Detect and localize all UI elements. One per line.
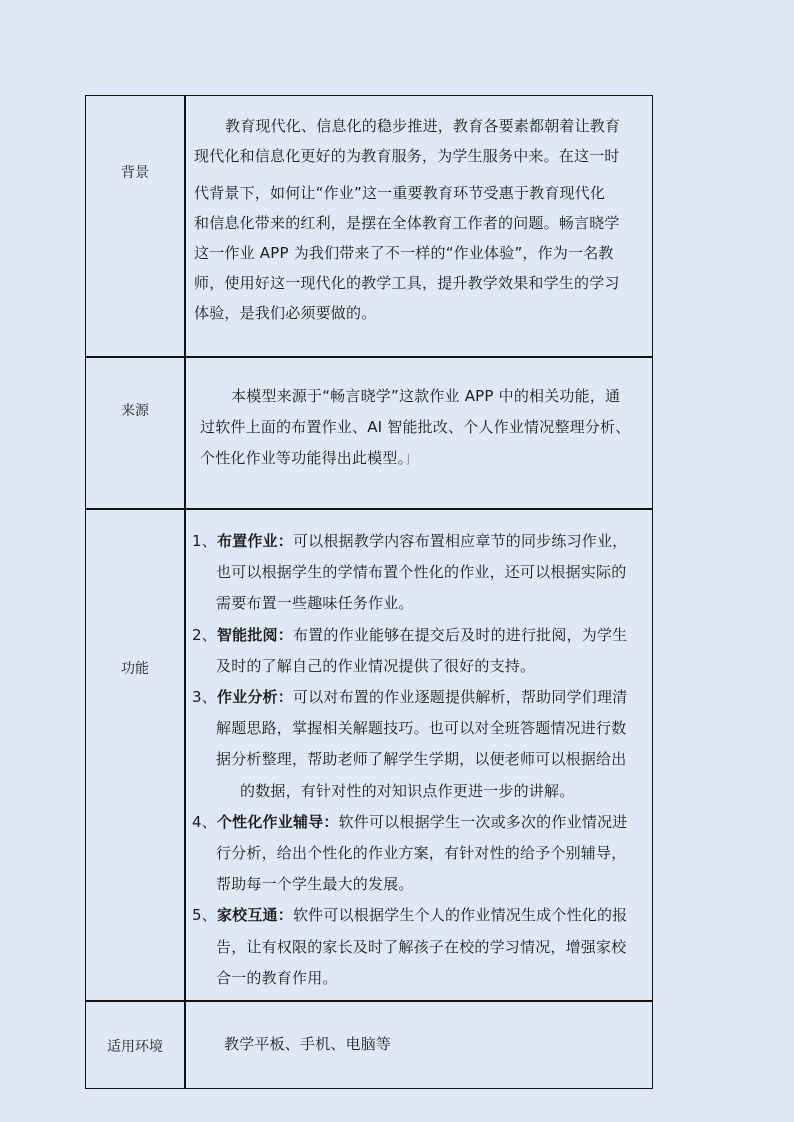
- function-item-line: 及时的了解自己的作业情况提供了很好的支持。: [216, 656, 536, 675]
- function-item-title: 布置作业：: [216, 532, 293, 550]
- row-label-background: 背景: [121, 165, 149, 181]
- function-item-title: 个性化作业辅导：: [216, 812, 339, 831]
- background-line: 体验，是我们必须要做的。: [194, 304, 377, 322]
- background-line: 现代化和信息化更好的为教育服务，为学生服务中来。在这一时: [194, 147, 620, 165]
- function-item-heading: [192, 807, 652, 838]
- environment-line: 教学平板、手机、电脑等: [224, 1035, 392, 1053]
- function-item-text: 可以对布置的作业逐题提供解析，帮助同学们理清: [292, 688, 628, 707]
- row-label-environment: 适用环境: [107, 1039, 163, 1055]
- list-number: 2、: [192, 625, 217, 644]
- source-line: [200, 443, 652, 475]
- function-item-text: 软件可以根据学生一次或多次的作业情况进: [338, 812, 628, 831]
- function-item-line: 需要布置一些趣味任务作业。: [216, 594, 414, 613]
- function-item-line: 也可以根据学生的学情布置个性化的作业，还可以根据实际的: [216, 563, 627, 582]
- environment-text: [224, 1029, 652, 1059]
- background-line: 教育现代化、信息化的稳步推进，教育各要素都朝着让教育: [225, 117, 621, 135]
- function-item-line: 据分析整理，帮助老师了解学生学期，以便老师可以根据给出: [216, 750, 627, 769]
- function-item-title: 作业分析：: [216, 688, 293, 707]
- background-line: 代背景下，如何让“作业”这一重要教育环节受惠于教育现代化: [194, 184, 606, 202]
- list-number: 1、: [192, 532, 217, 550]
- function-item-title: 智能批阅：: [216, 625, 293, 644]
- function-item-text: 可以根据教学内容布置相应章节的同步练习作业，: [292, 532, 628, 550]
- function-item-text: 布置的作业能够在提交后及时的进行批阅，为学生: [292, 625, 628, 644]
- source-line: 过软件上面的布置作业、AI 智能批改、个人作业情况整理分析、: [200, 418, 631, 436]
- function-item-title: 家校互通：: [216, 906, 293, 925]
- background-line: 这一作业 APP 为我们带来了不一样的“作业体验”，作为一名教: [194, 244, 614, 262]
- function-item-line: 行分析，给出个性化的作业方案，有针对性的给予个别辅导，: [216, 844, 627, 863]
- function-item-heading: [192, 526, 652, 557]
- row-label-function: 功能: [121, 661, 149, 677]
- list-number: 5、: [192, 906, 217, 925]
- function-item-heading: [192, 900, 652, 931]
- function-item-line: 告，让有权限的家长及时了解孩子在校的学习情况，增强家校: [216, 937, 627, 956]
- column-divider: [184, 96, 186, 1088]
- source-line: 本模型来源于“畅言晓学”这款作业 APP 中的相关功能，通: [231, 387, 621, 405]
- background-line: 和信息化带来的红利，是摆在全体教育工作者的问题。畅言晓学: [194, 214, 620, 232]
- function-item-line: 帮助每一个学生最大的发展。: [216, 875, 414, 894]
- function-item-text: 软件可以根据学生个人的作业情况生成个性化的报: [292, 906, 628, 925]
- list-number: 4、: [192, 812, 217, 831]
- function-item-heading: [192, 620, 652, 651]
- list-number: 3、: [192, 688, 217, 707]
- function-item-line: 解题思路，掌握相关解题技巧。也可以对全班答题情况进行数: [216, 719, 627, 738]
- content-table: [85, 95, 653, 1089]
- function-item-line: 合一的教育作用。: [216, 968, 338, 987]
- function-list: [192, 526, 652, 994]
- background-line: 师，使用好这一现代化的教学工具，提升教学效果和学生的学习: [194, 274, 620, 292]
- function-item-heading: [192, 682, 652, 713]
- row-label-source: 来源: [121, 403, 149, 419]
- source-line-text: 个性化作业等功能得出此模型。: [200, 449, 406, 467]
- source-text: [200, 381, 652, 475]
- paragraph-end-mark: ⌋: [405, 452, 411, 466]
- function-item-line: 的数据，有针对性的对知识点作更进一步的讲解。: [240, 781, 575, 800]
- background-text: [194, 111, 652, 328]
